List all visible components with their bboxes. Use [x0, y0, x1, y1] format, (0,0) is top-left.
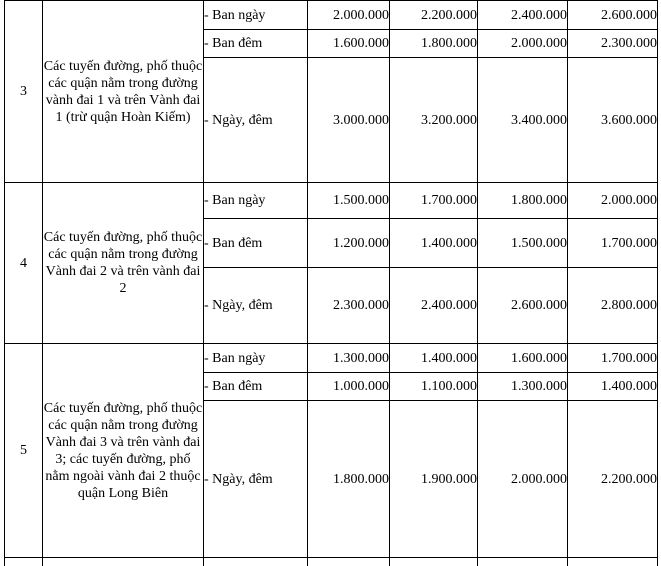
price-cell: 2.400.000 [390, 268, 478, 344]
price-cell: 1.200.000 [308, 219, 390, 268]
route-description: Các tuyến đường, phố thuộc các quận nằm trong đường Vành đai 3 và trên vành đai 3; các tuyến đường, phố nằm ngoài vành đai 2 thuộc quận Long Biên [43, 344, 204, 558]
price-cell: 1.600.000 [308, 30, 390, 58]
price-cell: 2.800.000 [568, 268, 658, 344]
price-cell: 2.600.000 [478, 268, 568, 344]
price-cell: 2.200.000 [390, 1, 478, 30]
time-period: - Ban đêm [204, 30, 308, 58]
time-period: - Ban ngày [204, 1, 308, 30]
price-cell: 2.000.000 [308, 1, 390, 30]
price-cell: 2.000.000 [478, 30, 568, 58]
time-period: - Ban đêm [204, 373, 308, 401]
price-cell: 1.700.000 [568, 344, 658, 373]
time-period: - Ban ngày [204, 344, 308, 373]
price-cell: 1.700.000 [568, 219, 658, 268]
price-cell: 1.400.000 [568, 373, 658, 401]
price-cell: 1.100.000 [390, 373, 478, 401]
price-cell: 1.400.000 [390, 219, 478, 268]
row-number: 5 [5, 344, 43, 558]
price-cell: 3.600.000 [568, 58, 658, 183]
price-cell: 2.600.000 [568, 1, 658, 30]
time-period: - Ban đêm [204, 219, 308, 268]
price-cell: 1.300.000 [478, 373, 568, 401]
price-cell: 2.300.000 [568, 30, 658, 58]
table-row [5, 183, 658, 219]
route-description: Các tuyến đường, phố thuộc các quận nằm trong đường Vành đai 2 và trên vành đai 2 [43, 183, 204, 344]
price-cell: 1.400.000 [390, 344, 478, 373]
price-cell: 1.500.000 [308, 183, 390, 219]
time-period: - Ngày, đêm [204, 401, 308, 558]
row-number: 3 [5, 1, 43, 183]
price-cell: 1.900.000 [390, 401, 478, 558]
table-row [5, 1, 658, 30]
price-cell: 3.000.000 [308, 58, 390, 183]
table-row [5, 344, 658, 373]
time-period: - Ban ngày [204, 183, 308, 219]
price-cell: 1.800.000 [390, 30, 478, 58]
price-cell: 1.600.000 [478, 344, 568, 373]
price-cell: 2.400.000 [478, 1, 568, 30]
price-cell: 2.000.000 [478, 401, 568, 558]
price-cell: 2.300.000 [308, 268, 390, 344]
price-cell: 3.200.000 [390, 58, 478, 183]
price-cell: 1.700.000 [390, 183, 478, 219]
time-period: - Ngày, đêm [204, 58, 308, 183]
price-cell: 1.500.000 [478, 219, 568, 268]
price-cell: 3.400.000 [478, 58, 568, 183]
price-cell: 1.800.000 [308, 401, 390, 558]
table-row [5, 558, 658, 566]
time-period: - Ngày, đêm [204, 268, 308, 344]
price-cell: 1.800.000 [478, 183, 568, 219]
parking-fee-table [4, 0, 658, 566]
price-cell: 1.300.000 [308, 344, 390, 373]
price-cell: 2.000.000 [568, 183, 658, 219]
price-cell: 2.200.000 [568, 401, 658, 558]
route-description: Các tuyến đường, phố thuộc các quận nằm trong đường vành đai 1 và trên Vành đai 1 (trừ quận Hoàn Kiếm) [43, 1, 204, 183]
row-number: 4 [5, 183, 43, 344]
price-cell: 1.000.000 [308, 373, 390, 401]
